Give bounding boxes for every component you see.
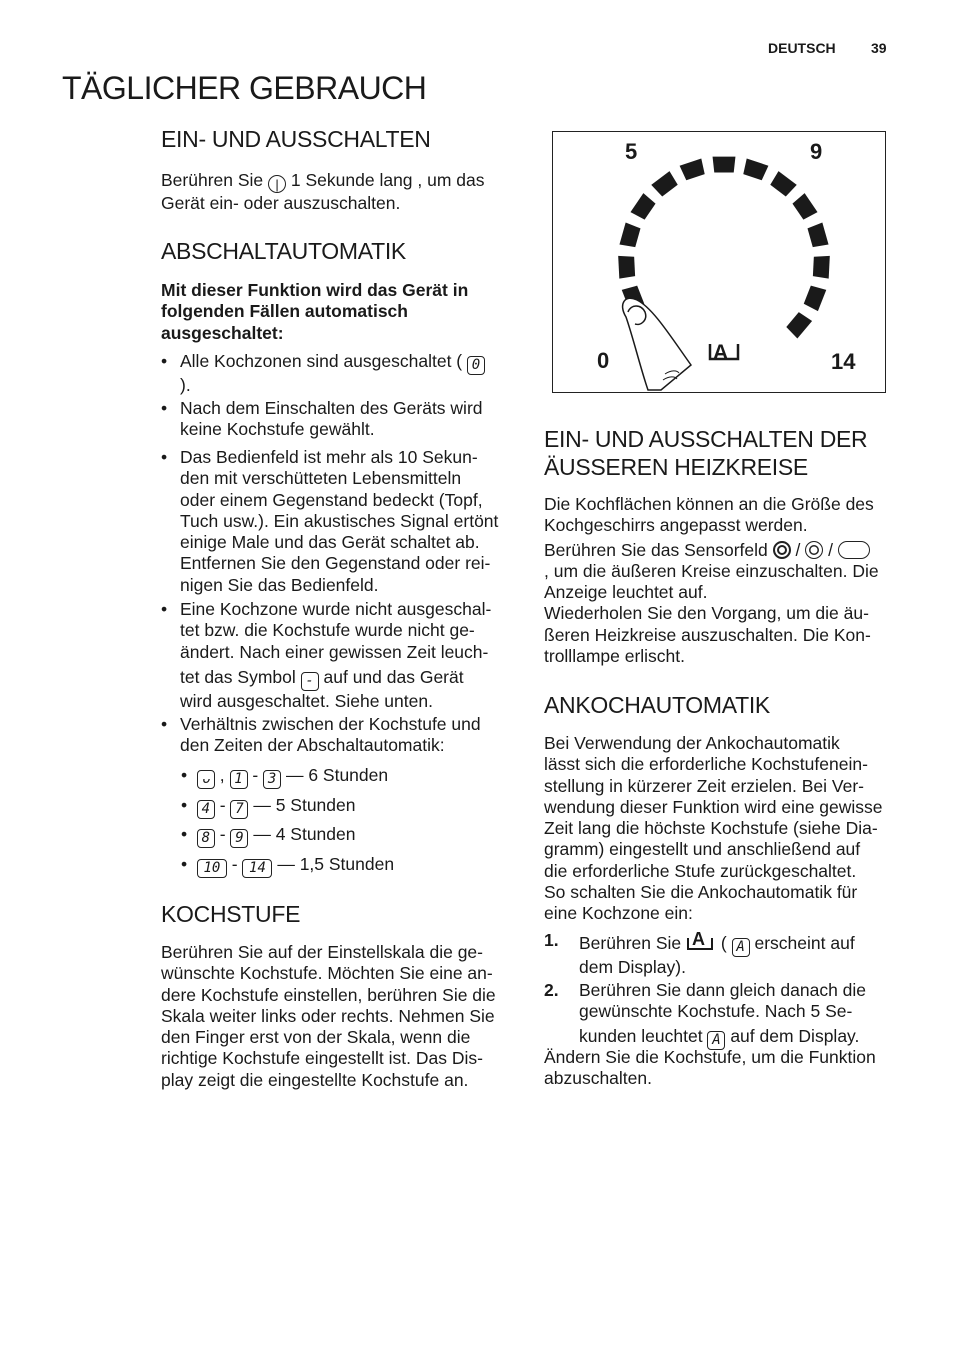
list-item [161,714,511,757]
text: auf dem Display. [730,1025,860,1046]
circle-zone-icon [805,541,823,559]
text: Berühren Sie das Sensorfeld [544,539,768,560]
text: dem Display). [579,957,686,977]
list-item [161,398,511,441]
text: auf und das Gerät [323,666,464,687]
bullet: • [161,398,168,418]
bullet: • [161,714,168,734]
text: EIN- UND AUSSCHALTEN DER [544,426,868,452]
dial-segment [618,256,635,279]
auto-heat-icon [686,929,716,952]
dial-segment [804,286,827,312]
text: die erforderliche Stufe zurückgeschaltet. [544,860,857,881]
auto-heat-bracket [687,938,713,950]
text: richtige Kochstufe eingestellt ist. Das Dis- [161,1048,483,1069]
text: gramm) eingestellt und anschließend auf [544,839,861,860]
bullet: • [181,765,188,785]
display-symbol: 1 [230,770,248,789]
paragraph-ankochautomatik [544,733,914,925]
display-symbol: 14 [242,859,272,878]
display-symbol-a: A [707,1031,725,1050]
step-2 [579,980,909,1050]
text: Ändern Sie die Kochstufe, um die Funktion [544,1047,876,1067]
text: kunden leuchtet [579,1025,703,1046]
power-icon: | [268,175,286,193]
text: wendung dieser Funktion wird eine gewisse [544,796,883,817]
text: den mit verschütteten Lebensmitteln [180,468,462,489]
text: nigen Sie das Bedienfeld. [180,574,379,595]
heading-aeussere-heizkreise [544,425,867,481]
auto-heat-letter: A [692,929,706,949]
sub-list-item [181,795,355,819]
dial-label-0: 0 [597,348,610,373]
text: stellung in kürzerer Zeit erzielen. Bei Ver- [544,775,864,796]
dial-segment [651,171,677,196]
text: ÄUSSEREN HEIZKREISE [544,454,808,480]
text: gewünschte Kochstufe. Nach 5 Se- [579,1001,853,1022]
text: den Zeiten der Abschaltautomatik: [180,735,445,756]
text: Berühren Sie auf der Einstellskala die ge- [161,942,483,962]
text: , [219,765,225,785]
dial-label-5: 5 [625,139,638,164]
text: den Finger erst von der Skala, wenn die [161,1027,471,1048]
dial-segment [743,158,768,180]
text: ( [720,933,727,953]
text: Berühren Sie dann gleich danach die [579,980,867,1000]
text: Skala weiter links oder rechts. Nehmen Sie [161,1005,495,1026]
dial-segment [619,222,640,247]
text: Berühren Sie [579,933,682,953]
text: Tuch usw.). Ein akustisches Signal ertönt [180,510,499,531]
text: Die Kochflächen können an die Größe des [544,494,874,514]
text: - [231,854,238,874]
step-number-2: 2. [544,980,559,1000]
sub-list-item [181,854,394,878]
paragraph-ein-aus [161,170,521,214]
heading-abschaltautomatik: ABSCHALTAUTOMATIK [161,238,406,264]
text: - [252,765,259,785]
text: Kochgeschirrs angepasst werden. [544,515,808,536]
text: / [795,539,801,560]
text: ßeren Heizkreise auszuschalten. Die Kon- [544,624,871,645]
dial-label-9: 9 [810,139,823,164]
text: ausgeschaltet: [161,322,284,343]
text: lässt sich die erforderliche Kochstufenein- [544,754,868,775]
sub-list-item [181,765,388,789]
bullet: • [161,447,168,467]
paragraph-kochstufe [161,942,521,1091]
display-symbol-a: A [732,938,750,957]
text: play zeigt die eingestellte Kochstufe an. [161,1069,469,1090]
text: tet das Symbol [180,666,296,687]
text: Wiederholen Sie den Vorgang, um die äu- [544,603,869,624]
list-item [161,351,511,396]
text: dere Kochstufe einstellen, berühren Sie die [161,984,496,1005]
list-item [161,447,511,596]
text: Berühren Sie [161,170,264,190]
text: trolllampe erlischt. [544,646,686,667]
text: tet bzw. die Kochstufe wurde nicht ge- [180,620,475,641]
dial-segment [713,157,736,173]
dial-figure [552,131,886,393]
finger-icon [623,298,691,390]
dial-segment [813,256,830,279]
page-number: 39 [871,40,887,56]
text: — 5 Stunden [253,795,356,815]
text: / [828,539,833,560]
text: Gerät ein- oder auszuschalten. [161,193,401,213]
text: Entfernen Sie den Gegenstand oder rei- [180,553,491,574]
text: - [219,795,226,815]
text: ändert. Nach einer gewissen Zeit leuch- [180,641,489,662]
heading-ankochautomatik: ANKOCHAUTOMATIK [544,692,770,718]
display-symbol: 10 [197,859,227,878]
paragraph-heizkreise [544,494,914,667]
display-symbol: 3 [263,770,281,789]
bullet: • [161,351,168,371]
text: folgenden Fällen automatisch [161,301,408,322]
dial-segment [786,312,812,338]
list-item [161,599,511,712]
bullet: • [181,795,188,815]
display-symbol: 8 [197,829,215,848]
text: Verhältnis zwischen der Kochstufe und [180,714,481,734]
page-title: TÄGLICHER GEBRAUCH [62,70,427,106]
text: einige Male und das Gerät schaltet ab. [180,532,480,553]
language-label: DEUTSCH [768,40,836,56]
text: Mit dieser Funktion wird das Gerät in [161,280,469,300]
text: So schalten Sie die Ankochautomatik für [544,882,858,903]
heading-ein-aus: EIN- UND AUSSCHALTEN [161,126,431,152]
text: ). [180,375,191,395]
dial-segment [792,193,817,219]
text: Anzeige leuchtet auf. [544,582,708,603]
bullet: • [181,854,188,874]
sub-list-item [181,824,355,848]
text: Zeit lang die höchste Kochstufe (siehe Dia- [544,818,878,839]
text: - [219,824,226,844]
heading-kochstufe: KOCHSTUFE [161,901,301,927]
display-symbol: 9 [230,829,248,848]
dial-segment [630,193,655,219]
dual-zone-icon [773,541,791,559]
text: oder einem Gegenstand bedeckt (Topf, [180,489,483,510]
dial-label-14: 14 [831,349,856,374]
dial-segment [770,171,796,196]
text: Eine Kochzone wurde nicht ausgeschal- [180,599,492,619]
step-1 [579,929,909,978]
dial-illustration [553,132,884,391]
paragraph-end [544,1047,914,1090]
text: , um die äußeren Kreise einzuschalten. Die [544,560,879,581]
text: — 1,5 Stunden [277,854,395,874]
auto-heat-letter: A [713,341,729,364]
oval-zone-icon [838,541,870,559]
intro-bold [161,280,521,344]
text: Alle Kochzonen sind ausgeschaltet ( [180,351,463,371]
bullet: • [181,824,188,844]
text: abzuschalten. [544,1068,652,1089]
text: Das Bedienfeld ist mehr als 10 Sekun- [180,447,478,467]
display-symbol: 7 [230,800,248,819]
text: Bei Verwendung der Ankochautomatik [544,733,840,753]
display-symbol-0: 0 [467,356,485,375]
text: eine Kochzone ein: [544,903,693,924]
auto-heat-icon [710,341,738,364]
text: wird ausgeschaltet. Siehe unten. [180,690,433,711]
text: — 6 Stunden [285,765,389,785]
bullet: • [161,599,168,619]
text: 1 Sekunde lang , um das [290,170,485,190]
text: wünschte Kochstufe. Möchten Sie eine an- [161,963,493,984]
text: — 4 Stunden [253,824,356,844]
text: Nach dem Einschalten des Geräts wird [180,398,483,418]
display-symbol: 4 [197,800,215,819]
dial-segment [807,222,828,247]
text: keine Kochstufe gewählt. [180,419,375,440]
text: erscheint auf [754,933,855,953]
dial-segment [680,158,705,180]
display-symbol-dash: - [301,672,319,691]
display-symbol: ᴗ [197,770,215,789]
step-number-1: 1. [544,930,559,950]
